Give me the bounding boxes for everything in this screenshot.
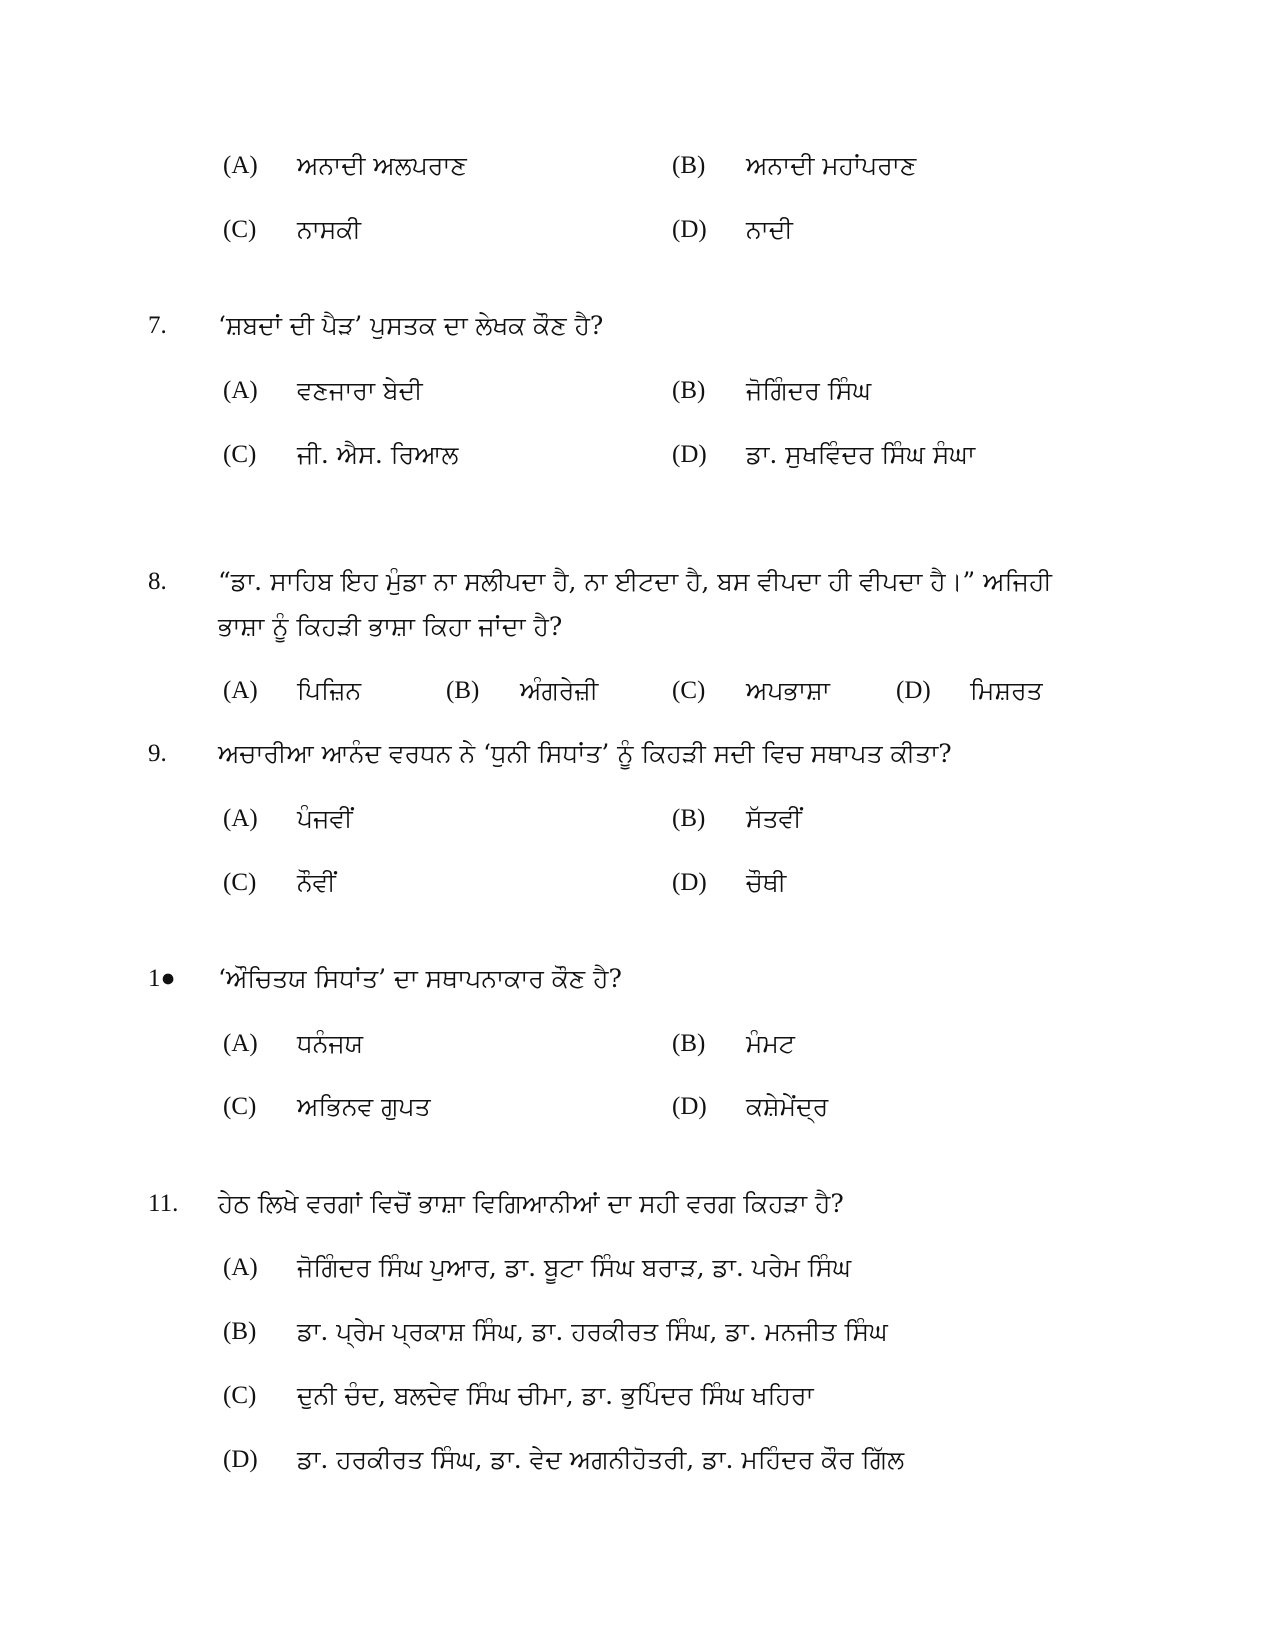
question-8-continued: [0, 607, 1275, 647]
option-label: (A): [223, 1254, 258, 1281]
option-label: (C): [672, 677, 706, 704]
option-label: (A): [223, 677, 258, 704]
question-9: [0, 734, 1275, 774]
option-label: (C): [223, 1093, 257, 1120]
option-label: (D): [672, 1093, 707, 1120]
option-text: ਚੌਥੀ: [746, 868, 787, 897]
question-text: ‘ਸ਼ਬਦਾਂ ਦੀ ਪੈੜ’ ਪੁਸਤਕ ਦਾ ਲੇਖਕ ਕੌਣ ਹੈ?: [218, 311, 604, 340]
option-text: ਜੋਗਿੰਦਰ ਸਿੰਘ: [746, 376, 872, 405]
option-label: (A): [223, 377, 258, 404]
option-text: ਅਪਭਾਸ਼ਾ: [746, 676, 830, 705]
option-label: (C): [223, 1382, 257, 1409]
option-text: ਡਾ. ਹਰਕੀਰਤ ਸਿੰਘ, ਡਾ. ਵੇਦ ਅਗਨੀਹੋਤਰੀ, ਡਾ. ਮਹਿੰਦਰ ਕੌਰ ਗਿੱਲ: [297, 1445, 905, 1474]
option-label: (A): [223, 152, 258, 179]
option-label: (D): [223, 1446, 258, 1473]
option-label: (D): [896, 677, 931, 704]
option-text: ਧਨੰਜਯ: [297, 1029, 364, 1058]
option-text: ਪਿਜ਼ਿਨ: [297, 676, 362, 705]
option-text: ਸੱਤਵੀਂ: [746, 804, 802, 833]
option-label: (B): [223, 1318, 257, 1345]
question-text-line-1: “ਡਾ. ਸਾਹਿਬ ਇਹ ਮੁੰਡਾ ਨਾ ਸਲੀਪਦਾ ਹੈ, ਨਾ ਈਟਦਾ ਹੈ, ਬਸ ਵੀਪਦਾ ਹੀ ਵੀਪਦਾ ਹੈ।” ਅਜਿਹੀ: [218, 567, 1052, 596]
question-text: ਅਚਾਰੀਆ ਆਨੰਦ ਵਰਧਨ ਨੇ ‘ਧੁਨੀ ਸਿਧਾਂਤ’ ਨੂੰ ਕਿਹੜੀ ਸਦੀ ਵਿਚ ਸਥਾਪਤ ਕੀਤਾ?: [218, 739, 952, 768]
option-text: ਜੀ. ਐਸ. ਰਿਆਲ: [297, 440, 459, 469]
option-text: ਡਾ. ਪ੍ਰੇਮ ਪ੍ਰਕਾਸ਼ ਸਿੰਘ, ਡਾ. ਹਰਕੀਰਤ ਸਿੰਘ, ਡਾ. ਮਨਜੀਤ ਸਿੰਘ: [297, 1317, 888, 1346]
question-7: [0, 306, 1275, 346]
question-text-line-2: ਭਾਸ਼ਾ ਨੂੰ ਕਿਹੜੀ ਭਾਸ਼ਾ ਕਿਹਾ ਜਾਂਦਾ ਹੈ?: [218, 612, 563, 641]
option-label: (C): [223, 216, 257, 243]
option-text: ਅੰਗਰੇਜ਼ੀ: [520, 676, 599, 705]
option-label: (B): [672, 1030, 706, 1057]
question-text: ‘ਔਚਿਤਯ ਸਿਧਾਂਤ’ ਦਾ ਸਥਾਪਨਾਕਾਰ ਕੌਣ ਹੈ?: [218, 964, 622, 993]
option-text: ਦੁਨੀ ਚੰਦ, ਬਲਦੇਵ ਸਿੰਘ ਚੀਮਾ, ਡਾ. ਭੁਪਿੰਦਰ ਸਿੰਘ ਖਹਿਰਾ: [297, 1381, 814, 1410]
option-text: ਅਨਾਦੀ ਅਲਪਰਾਣ: [297, 151, 467, 180]
question-number: 11.: [148, 1190, 179, 1217]
option-text: ਮਿਸ਼ਰਤ: [970, 676, 1043, 705]
question-text: ਹੇਠ ਲਿਖੇ ਵਰਗਾਂ ਵਿਚੋਂ ਭਾਸ਼ਾ ਵਿਗਿਆਨੀਆਂ ਦਾ ਸਹੀ ਵਰਗ ਕਿਹੜਾ ਹੈ?: [218, 1189, 844, 1218]
question-number: 7.: [148, 312, 167, 339]
option-text: ਕਸ਼ੇਮੇਂਦ੍ਰ: [746, 1092, 829, 1121]
option-text: ਮੰਮਟ: [746, 1029, 795, 1058]
option-label: (B): [672, 377, 706, 404]
option-label: (B): [672, 805, 706, 832]
option-text: ਜੋਗਿੰਦਰ ਸਿੰਘ ਪੁਆਰ, ਡਾ. ਬੂਟਾ ਸਿੰਘ ਬਰਾੜ, ਡਾ. ਪਰੇਮ ਸਿੰਘ: [297, 1253, 852, 1282]
option-label: (D): [672, 216, 707, 243]
option-label: (A): [223, 1030, 258, 1057]
question-number: 1●: [148, 965, 176, 992]
question-11: [0, 1184, 1275, 1224]
option-text: ਨਾਸਕੀ: [297, 215, 362, 244]
option-text: ਵਣਜਾਰਾ ਬੇਦੀ: [297, 376, 423, 405]
option-text: ਨੌਵੀਂ: [297, 868, 336, 897]
question-8: [0, 562, 1275, 602]
option-text: ਨਾਦੀ: [746, 215, 793, 244]
option-label: (C): [223, 441, 257, 468]
question-10: [0, 959, 1275, 999]
question-number: 8.: [148, 568, 167, 595]
option-text: ਪੰਜਵੀਂ: [297, 804, 353, 833]
option-text: ਡਾ. ਸੁਖਵਿੰਦਰ ਸਿੰਘ ਸੰਘਾ: [746, 440, 976, 469]
option-label: (A): [223, 805, 258, 832]
option-label: (D): [672, 441, 707, 468]
option-text: ਅਭਿਨਵ ਗੁਪਤ: [297, 1092, 431, 1121]
option-label: (B): [672, 152, 706, 179]
option-label: (B): [446, 677, 480, 704]
question-number: 9.: [148, 740, 167, 767]
option-label: (D): [672, 869, 707, 896]
option-text: ਅਨਾਦੀ ਮਹਾਂਪਰਾਣ: [746, 151, 917, 180]
option-label: (C): [223, 869, 257, 896]
